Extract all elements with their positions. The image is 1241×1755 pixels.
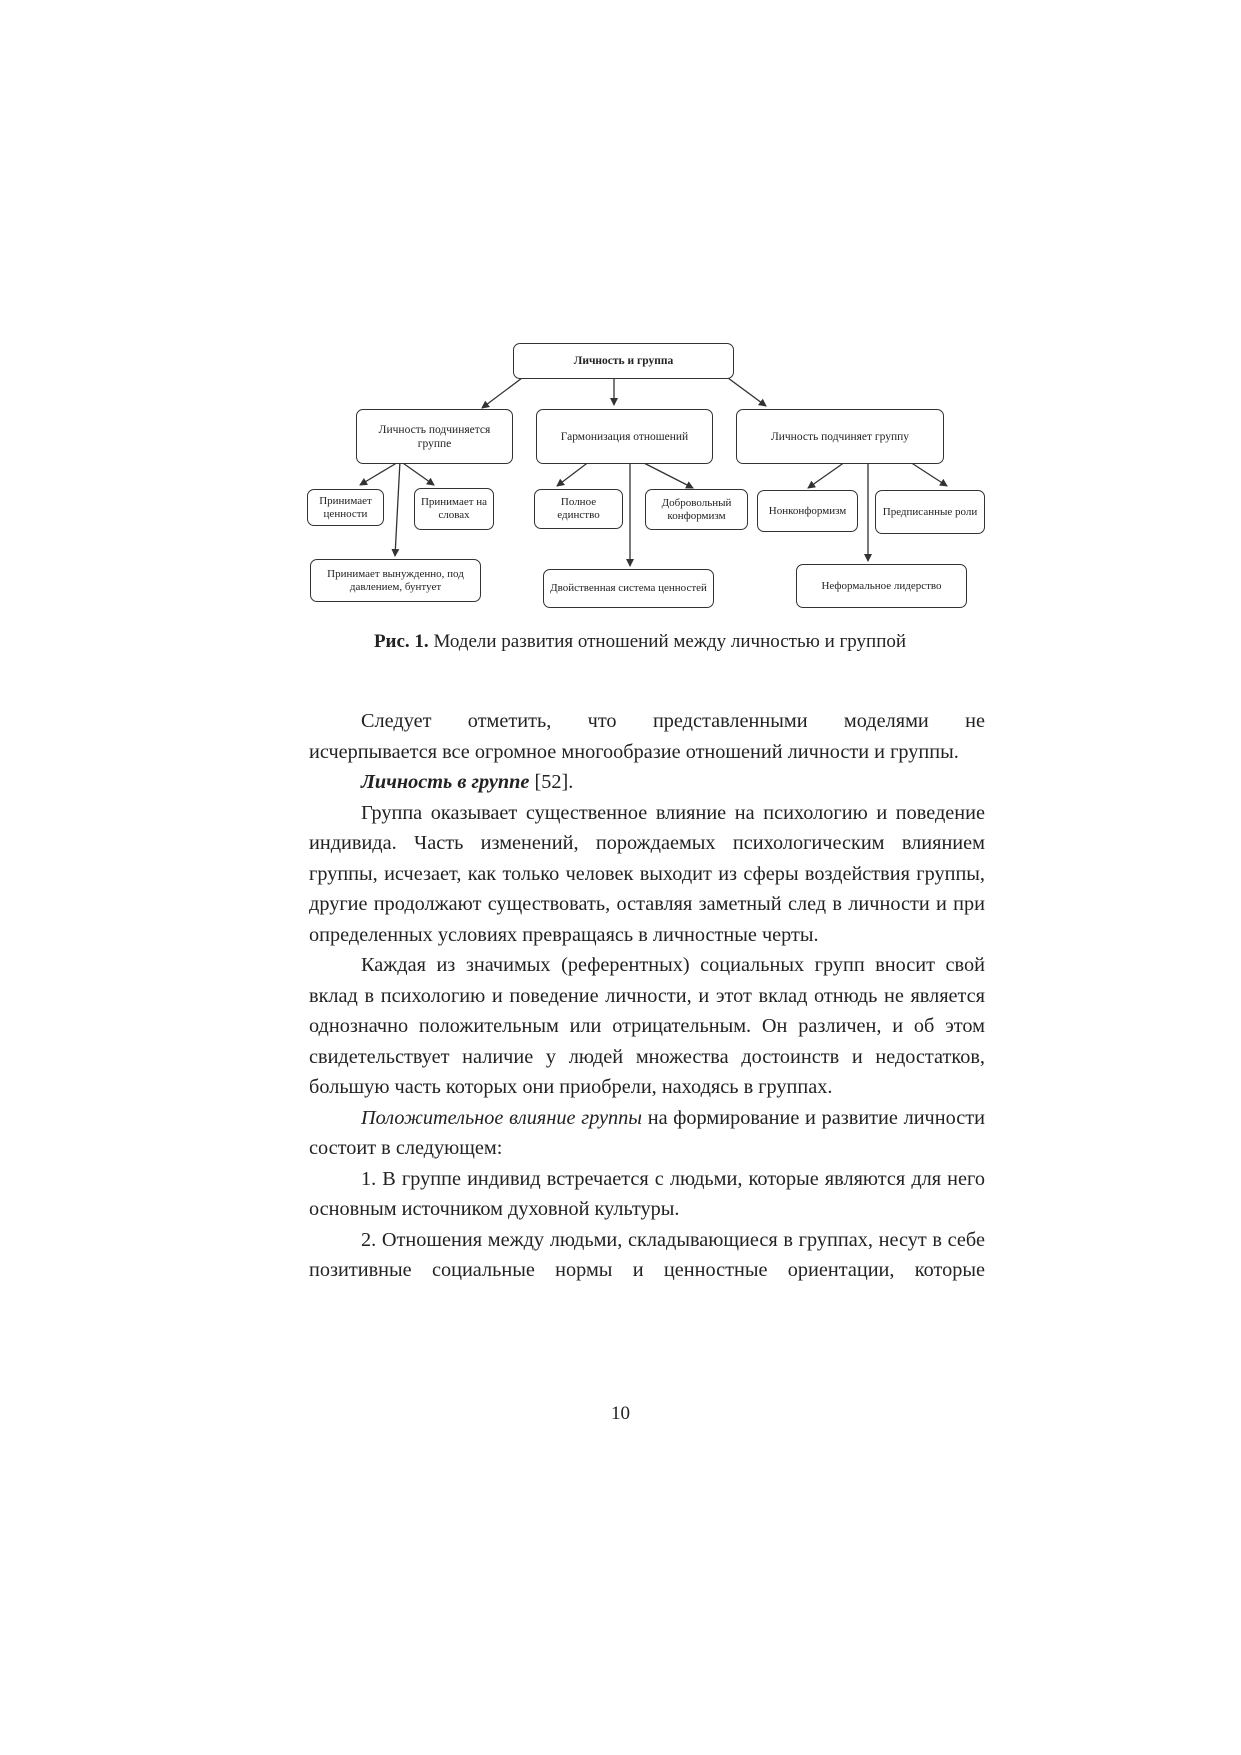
node-left-child-2: Принимает на словах: [414, 488, 494, 530]
paragraph-4: [309, 1103, 985, 1164]
page-number: 10: [611, 1403, 630, 1424]
caption-label: Рис. 1.: [373, 631, 429, 652]
diagram-connectors: [0, 0, 1241, 640]
node-branch-center: Гармонизация отношений: [536, 409, 713, 464]
node-center-child-1: Полное единство: [534, 489, 623, 529]
section-heading: [309, 767, 985, 798]
body-text: [309, 706, 985, 1286]
edge-root-right: [728, 378, 766, 406]
node-root: Личность и группа: [513, 343, 734, 379]
section-heading-title: Личность в группе: [361, 771, 530, 793]
edge-root-left: [482, 378, 522, 408]
edge-center-child2: [640, 461, 693, 488]
paragraph-2: Группа оказывает существенное влияние на психологию и поведение индивида. Часть изменений, порождаемых психологическим влиянием группы, исчезает, как только человек выходит из сферы воздействия группы, другие продолжают существовать, оставляя заметный след в личности и при определенных условиях превращаясь в личностные черты.: [309, 801, 985, 946]
node-branch-right: Личность подчиняет группу: [736, 409, 944, 464]
node-center-child-2: Добровольный конформизм: [645, 489, 748, 530]
node-left-child-3: Принимает вынужденно, под давлением, бунтует: [310, 559, 481, 602]
caption-text: Модели развития отношений между личностью и группой: [428, 631, 907, 652]
paragraph-4-italic: Положительное влияние группы: [361, 1106, 643, 1129]
node-right-child-3: Неформальное лидерство: [796, 564, 967, 608]
edge-center-child1: [557, 461, 590, 486]
node-branch-left: Личность подчиняется группе: [356, 409, 513, 464]
node-right-child-2: Предписанные роли: [875, 490, 985, 534]
paragraph-1-rest: исчерпывается все огромное многообразие отношений личности и группы.: [309, 740, 959, 763]
node-left-child-1: Принимает ценности: [307, 489, 384, 526]
section-heading-ref: [52].: [529, 771, 574, 793]
edge-right-child1: [808, 462, 845, 488]
node-center-child-3: Двойственная система ценностей: [543, 569, 714, 608]
edge-left-child1: [360, 461, 400, 485]
edge-left-child2: [400, 461, 434, 485]
edge-right-child2: [910, 462, 947, 486]
paragraph-3: Каждая из значимых (референтных) социальных групп вносит свой вклад в психологию и поведение личности, и этот вклад отнюдь не является однозначно положительным или отрицательным. Он различен, и об этом свидетельствует наличие у людей множества достоинств и недостатков, большую часть которых они приобрели, находясь в группах.: [309, 954, 985, 1098]
figure-diagram: [0, 0, 1241, 640]
figure-caption: [300, 630, 980, 654]
list-item-1: 1. В группе индивид встречается с людьми, которые являются для него основным источником духовной культуры.: [309, 1167, 985, 1220]
edge-left-child3: [395, 461, 400, 556]
paragraph-1-first-line: Следует отметить, что представленными моделями не: [361, 710, 985, 732]
list-item-2: 2. Отношения между людьми, складывающиеся в группах, несут в себе позитивные социальные нормы и ценностные ориентации, которые: [309, 1228, 985, 1281]
node-right-child-1: Нонконформизм: [757, 490, 858, 532]
paragraph-4-rest: на формирование и развитие личности состоит в следующем:: [309, 1106, 985, 1159]
